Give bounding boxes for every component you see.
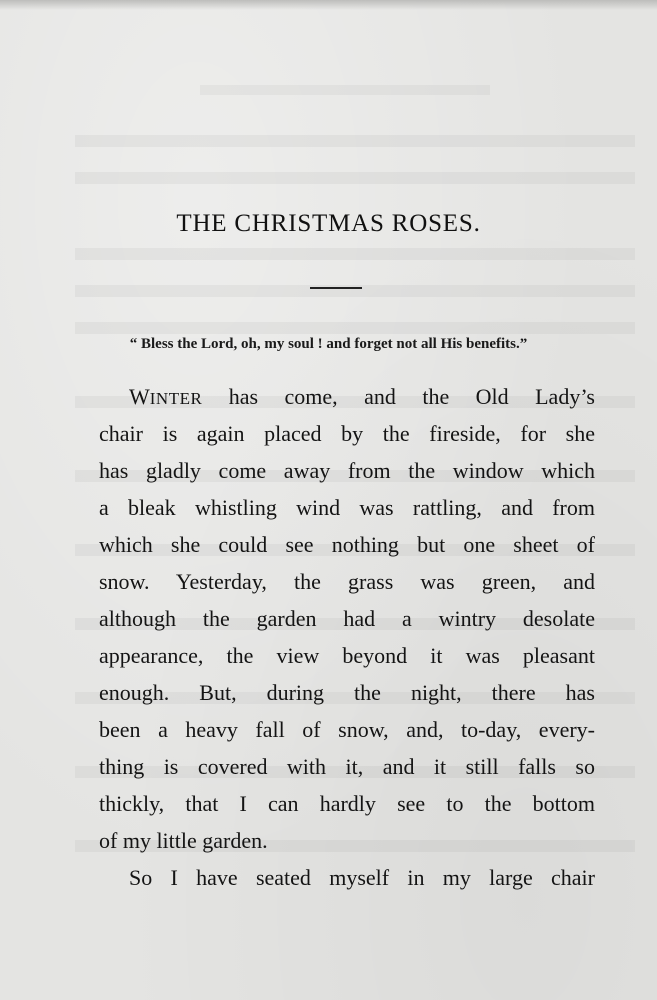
small-caps-rest: INTER	[149, 389, 203, 408]
text-line-8: appearance, the view beyond it was pleasant	[99, 643, 595, 668]
text-line-1	[129, 378, 595, 415]
text-line-7: although the garden had a wintry desolate	[99, 606, 595, 631]
text-line-12: thickly, that I can hardly see to the bottom	[99, 791, 595, 816]
text-line-4: a bleak whistling wind was rattling, and from	[99, 495, 595, 520]
text-line-9: enough. But, during the night, there has	[99, 680, 595, 705]
text-line-3: has gladly come away from the window which	[99, 458, 595, 483]
title-rule	[310, 287, 362, 289]
text-line-10: been a heavy fall of snow, and, to-day, every-	[99, 717, 595, 742]
epigraph: “ Bless the Lord, oh, my soul ! and forget not all His benefits.”	[129, 336, 528, 352]
body-text	[99, 378, 595, 896]
text-line-6: snow. Yesterday, the grass was green, and	[99, 569, 595, 594]
text-line-5: which she could see nothing but one sheet of	[99, 532, 595, 557]
line-text: has come, and the Old Lady’s	[202, 384, 595, 409]
text-line-11: thing is covered with it, and it still falls so	[99, 754, 595, 779]
text-line-14: So I have seated myself in my large chair	[129, 865, 595, 890]
page-top-edge	[0, 0, 657, 10]
drop-word	[129, 384, 202, 409]
small-caps-initial: W	[129, 384, 150, 409]
text-line-13: of my little garden.	[99, 828, 268, 853]
chapter-title: THE CHRISTMAS ROSES.	[176, 210, 481, 237]
text-line-2: chair is again placed by the fireside, for she	[99, 421, 595, 446]
